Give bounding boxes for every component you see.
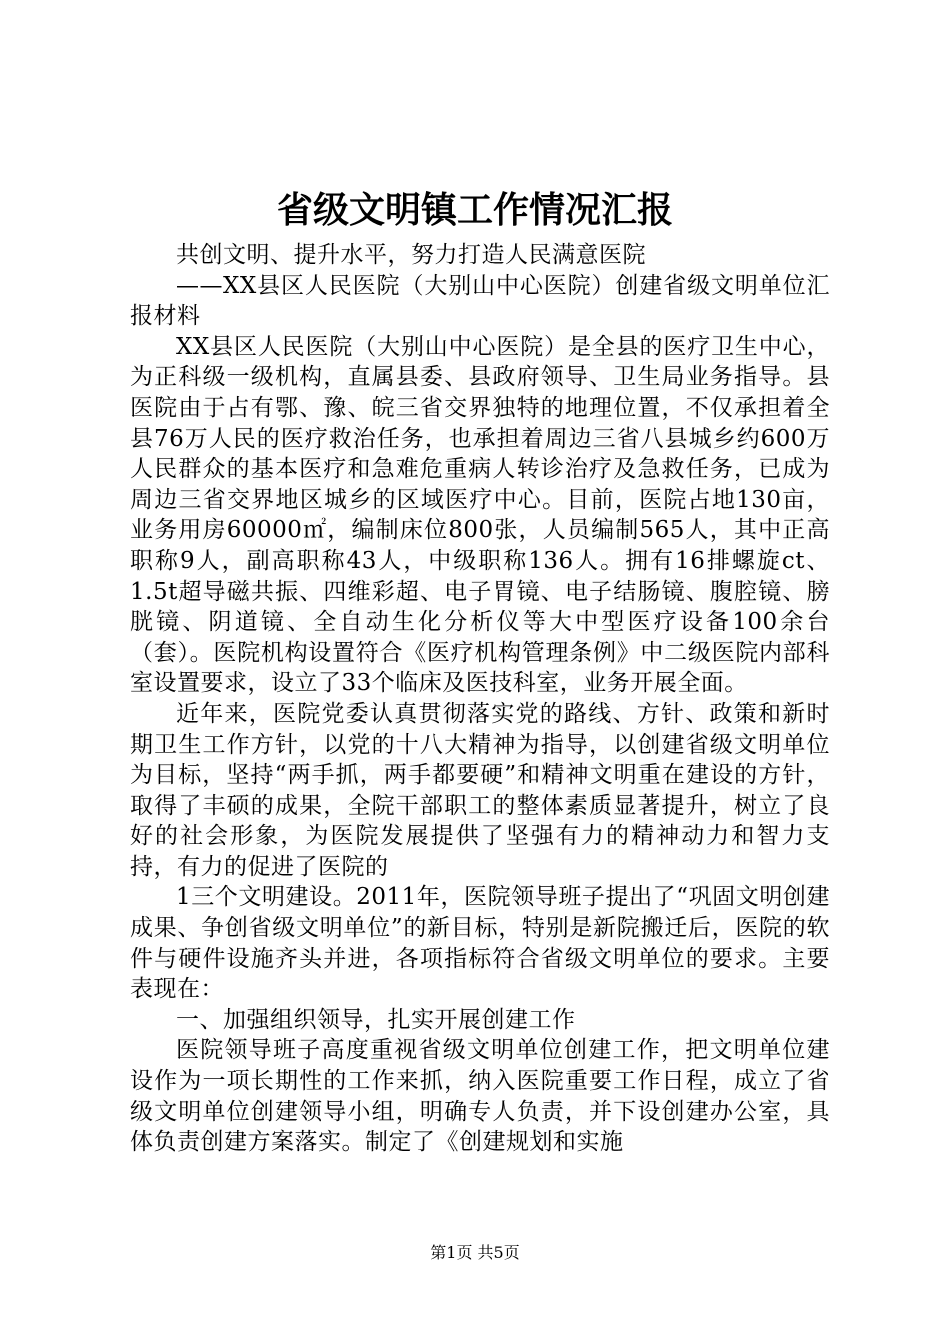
body-paragraph-4: 近年来，医院党委认真贯彻落实党的路线、方针、政策和新时期卫生工作方针，以党的十八大精神为指导，以创建省级文明单位为目标，坚持“两手抓，两手都要硬”和精神文明重在建设的方针，取得了丰硕的成果，全院干部职工的整体素质显著提升，树立了良好的社会形象，为医院发展提供了坚强有力的精神动力和智力支持，有力的促进了医院的 [130,700,830,880]
body-paragraph-7: 医院领导班子高度重视省级文明单位创建工作，把文明单位建设作为一项长期性的工作来抓，纳入医院重要工作日程，成立了省级文明单位创建领导小组，明确专人负责，并下设创建办公室，具体负责创建方案落实。制定了《创建规划和实施 [130,1037,830,1156]
section-heading: 一、加强组织领导，扎实开展创建工作 [176,1006,576,1033]
body-paragraph-2: ——XX县区人民医院（大别山中心医院）创建省级文明单位汇报材料 [130,272,830,330]
document-title: 省级文明镇工作情况汇报 [276,189,673,231]
body-paragraph-1: 共创文明、提升水平，努力打造人民满意医院 [176,242,646,268]
body-paragraph-5: 1三个文明建设。2011年，医院领导班子提出了“巩固文明创建成果、争创省级文明单位”的新目标，特别是新院搬迁后，医院的软件与硬件设施齐头并进，各项指标符合省级文明单位的要求。主要表现在： [130,884,830,1003]
page-footer: 第1页 共5页 [430,1243,520,1262]
body-paragraph-3: XX县区人民医院（大别山中心医院）是全县的医疗卫生中心，为正科级一级机构，直属县委、县政府领导、卫生局业务指导。县医院由于占有鄂、豫、皖三省交界独特的地理位置，不仅承担着全县76万人民的医疗救治任务，也承担着周边三省八县城乡约600万人民群众的基本医疗和急难危重病人转诊治疗及急救任务，已成为周边三省交界地区城乡的区域医疗中心。目前，医院占地130亩，业务用房60000㎡，编制床位800张，人员编制565人，其中正高职称9人，副高职称43人，中级职称136人。拥有16排螺旋ct、1.5t超导磁共振、四维彩超、电子胃镜、电子结肠镜、腹腔镜、膀胱镜、阴道镜、全自动生化分析仪等大中型医疗设备100余台（套）。医院机构设置符合《医疗机构管理条例》中二级医院内部科室设置要求，设立了33个临床及医技科室，业务开展全面。 [130,333,830,697]
document-body [130,240,830,1158]
